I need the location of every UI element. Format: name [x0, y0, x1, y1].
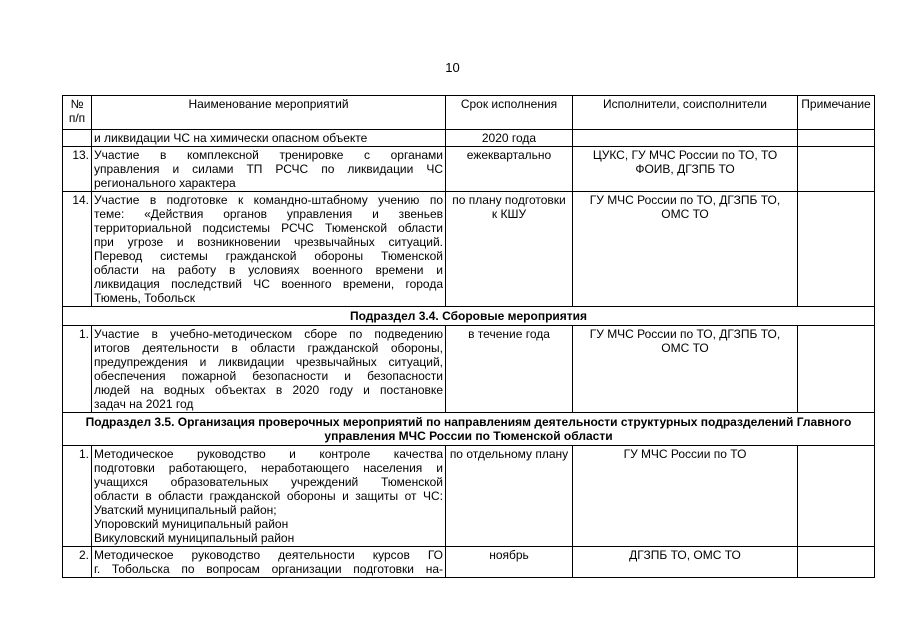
row-name-line: людей на водных объектах в 2020 году и постановке	[94, 383, 443, 397]
section-row	[63, 413, 875, 446]
table-row	[63, 446, 875, 547]
row-name-line: при угрозе и возникновении чрезвычайных ситуаций.	[94, 235, 443, 249]
table-row	[63, 547, 875, 578]
row-name-line: Участие в подготовке к командно-штабному учению по	[94, 193, 443, 207]
section-row	[63, 307, 875, 326]
table-row	[63, 326, 875, 413]
row-name-line: Участие в учебно-методическом сборе по подведению	[94, 327, 443, 341]
row-num: 2.	[63, 547, 92, 578]
row-name-line: учащихся образовательных учреждений Тюменской	[94, 475, 443, 489]
row-name-line: итогов деятельности в области гражданской обороны,	[94, 341, 443, 355]
section-title: Подраздел 3.5. Организация проверочных мероприятий по направлениям деятельности структурных подразделений Главного управления МЧС России по Тюменской области	[63, 413, 875, 446]
section-title: Подраздел 3.4. Сборовые мероприятия	[63, 307, 875, 326]
row-name-line: Тюмень, Тобольск	[94, 291, 195, 305]
row-name-line: территориальной подсистемы РСЧС Тюменской области	[94, 221, 443, 235]
row-name-line: регионального характера	[94, 176, 236, 190]
row-num: 1.	[63, 326, 92, 413]
row-name-line: Уватский муниципальный район;	[94, 503, 277, 517]
row-term: по плану подготовки к КШУ	[446, 192, 573, 307]
row-name-line: Участие в комплексной тренировке с органами	[94, 148, 443, 162]
row-executors: ЦУКС, ГУ МЧС России по ТО, ТО ФОИВ, ДГЗПБ ТО	[573, 147, 798, 192]
row-name	[92, 147, 446, 192]
row-term: ноябрь	[446, 547, 573, 578]
row-name-line: Упоровский муниципальный район	[94, 517, 289, 531]
row-name-line: г. Тобольска по вопросам организации подготовки на-	[94, 562, 443, 576]
row-note	[798, 130, 875, 147]
table-row	[63, 192, 875, 307]
row-name-line: области в области гражданской обороны и защиты от ЧС:	[94, 489, 443, 503]
row-name-line: подготовки работающего, неработающего населения и	[94, 461, 443, 475]
row-note	[798, 326, 875, 413]
row-name	[92, 192, 446, 307]
row-num: 1.	[63, 446, 92, 547]
row-name-line: Викуловский муниципальный район	[94, 531, 295, 545]
row-executors	[573, 130, 798, 147]
row-name-line: Перевод системы гражданской обороны Тюменской	[94, 249, 443, 263]
row-name: и ликвидации ЧС на химически опасном объекте	[92, 130, 446, 147]
row-executors: ГУ МЧС России по ТО, ДГЗПБ ТО, ОМС ТО	[573, 326, 798, 413]
row-executors: ДГЗПБ ТО, ОМС ТО	[573, 547, 798, 578]
plan-table	[62, 95, 875, 578]
row-num: 14.	[63, 192, 92, 307]
table-row	[63, 130, 875, 147]
row-name-line: обеспечения пожарной безопасности и безопасности	[94, 369, 443, 383]
header-term: Срок исполнения	[446, 96, 573, 130]
header-name: Наименование мероприятий	[92, 96, 446, 130]
row-note	[798, 147, 875, 192]
row-name	[92, 326, 446, 413]
page-number: 10	[445, 60, 460, 75]
row-executors: ГУ МЧС России по ТО	[573, 446, 798, 547]
row-name-line: Методическое руководство и контроле качества	[94, 447, 443, 461]
row-name	[92, 547, 446, 578]
header-executors: Исполнители, соисполнители	[573, 96, 798, 130]
row-term: ежеквартально	[446, 147, 573, 192]
row-executors: ГУ МЧС России по ТО, ДГЗПБ ТО, ОМС ТО	[573, 192, 798, 307]
row-note	[798, 547, 875, 578]
row-term: по отдельному плану	[446, 446, 573, 547]
row-term: 2020 года	[446, 130, 573, 147]
table-header-row	[63, 96, 875, 130]
row-term: в течение года	[446, 326, 573, 413]
header-note: Примечание	[798, 96, 875, 130]
row-note	[798, 446, 875, 547]
row-name-line: области на работу в условиях военного времени и	[94, 263, 443, 277]
row-note	[798, 192, 875, 307]
row-name-line: ликвидация последствий ЧС военного времени, города	[94, 277, 443, 291]
header-num: № п/п	[63, 96, 92, 130]
row-name-line: предупреждения и ликвидации чрезвычайных ситуаций,	[94, 355, 443, 369]
table-row	[63, 147, 875, 192]
row-name	[92, 446, 446, 547]
row-name-line: Методическое руководство деятельности курсов ГО	[94, 548, 443, 562]
row-name-line: задач на 2021 год	[94, 397, 194, 411]
row-name-line: управления и силами ТП РСЧС по ликвидации ЧС	[94, 162, 443, 176]
row-name-line: теме: «Действия органов управления и звеньев	[94, 207, 443, 221]
row-num	[63, 130, 92, 147]
row-num: 13.	[63, 147, 92, 192]
